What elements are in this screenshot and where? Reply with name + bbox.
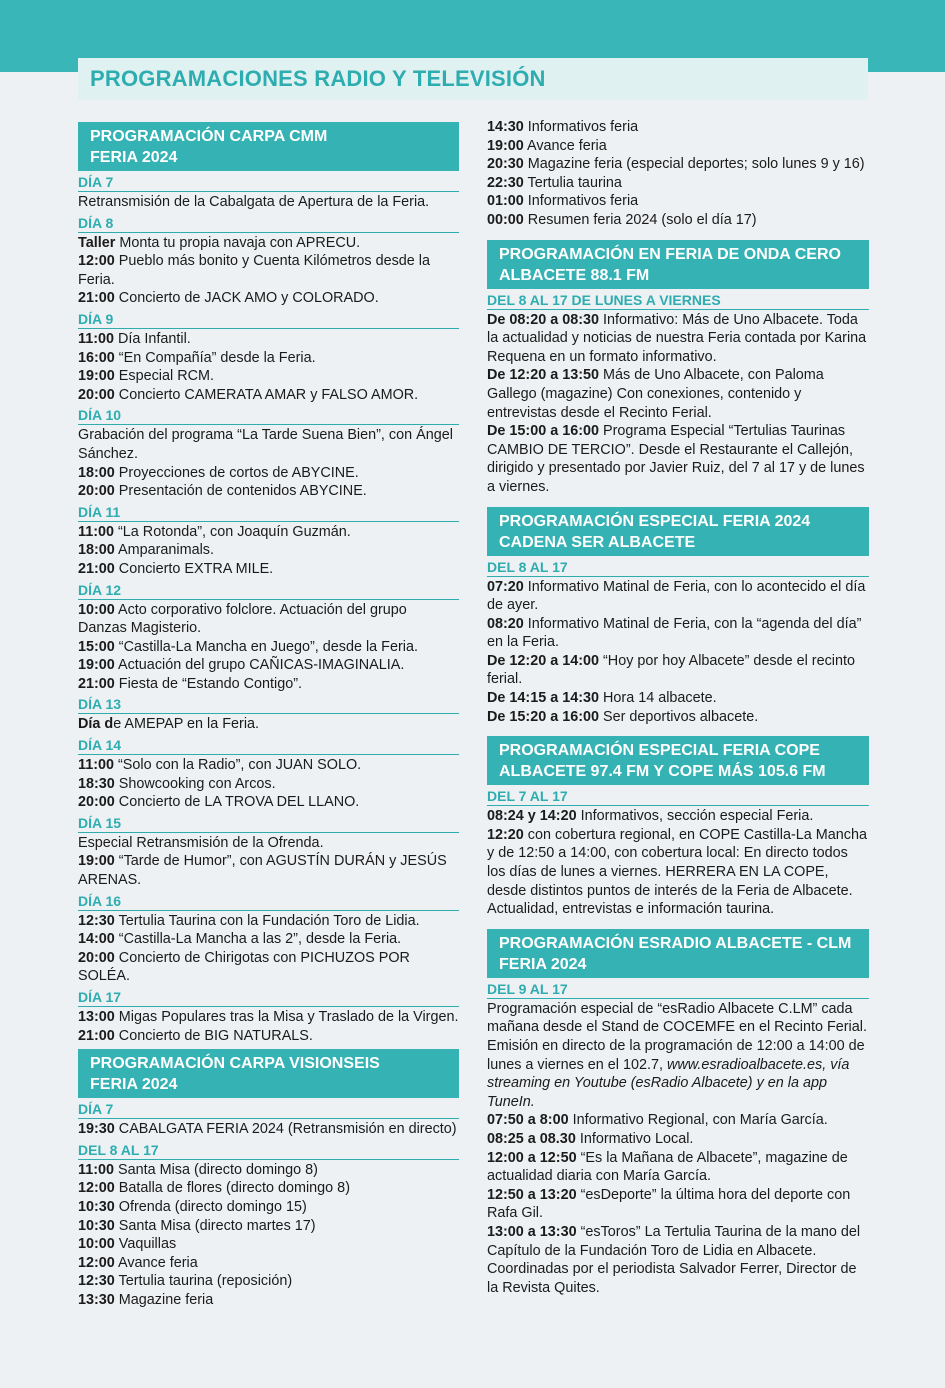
entry-text: Más de Uno Albacete, con Paloma Gallego (magazine) Con conexiones, contenido y entrevistas desde el Recinto Ferial. xyxy=(487,367,824,421)
day-label: DÍA 8 xyxy=(78,214,459,233)
entry-time: 19:00 xyxy=(487,137,524,154)
schedule-entry xyxy=(78,1198,459,1217)
day-label: DÍA 16 xyxy=(78,892,459,911)
section-header xyxy=(78,122,459,171)
entry-time: 10:00 xyxy=(78,601,115,618)
day-label: DÍA 10 xyxy=(78,406,459,425)
day-label: DÍA 7 xyxy=(78,173,459,192)
schedule-entry xyxy=(78,541,459,560)
entry-text: Especial RCM. xyxy=(114,368,214,385)
entry-text: Concierto CAMERATA AMAR y FALSO AMOR. xyxy=(114,386,419,403)
entry-text: Informativos feria xyxy=(523,193,639,210)
schedule-entry xyxy=(78,1179,459,1198)
entry-text: Resumen feria 2024 (solo el día 17) xyxy=(523,211,757,228)
schedule-entry xyxy=(487,211,869,230)
section-title-line: PROGRAMACIÓN CARPA CMM xyxy=(90,128,328,145)
entry-time: 12:00 xyxy=(78,253,115,270)
schedule-entry xyxy=(78,834,459,853)
schedule-entry xyxy=(487,366,869,422)
entry-text: Migas Populares tras la Misa y Traslado de la Virgen. xyxy=(114,1009,459,1025)
entry-time: 13:00 a 13:30 xyxy=(487,1223,577,1240)
entry-text: con cobertura regional, en COPE Castilla-La Mancha y de 12:50 a 14:00, con cobertura local: En directo todos los días de lunes a viernes. HERRERA EN LA COPE, desde distintos puntos de interés de la Feria de Albacete. Actualidad, entrevistas e información taurina. xyxy=(487,826,867,918)
entry-text: “En Compañía” desde la Feria. xyxy=(114,349,316,366)
schedule-entry xyxy=(78,1291,459,1310)
entry-text: e AMEPAP en la Feria. xyxy=(113,716,260,733)
entry-time: 14:30 xyxy=(487,119,524,135)
day-label: DÍA 17 xyxy=(78,988,459,1007)
entry-text: Pueblo más bonito y Cuenta Kilómetros desde la Feria. xyxy=(78,253,430,288)
entry-time: 10:30 xyxy=(78,1217,115,1234)
schedule-entry xyxy=(78,1217,459,1236)
section-title-line: PROGRAMACIÓN ESRADIO ALBACETE - CLM xyxy=(499,934,852,952)
schedule-entry xyxy=(487,422,869,496)
day-label: DÍA 7 xyxy=(78,1100,459,1119)
schedule-entry xyxy=(487,137,869,156)
entry-text: Concierto EXTRA MILE. xyxy=(114,560,274,577)
entry-time: 12:00 xyxy=(78,1254,115,1271)
entry-time: 11:00 xyxy=(78,1161,115,1178)
schedule-entry xyxy=(78,852,459,889)
schedule-entry xyxy=(78,1272,459,1291)
entry-text: Hora 14 albacete. xyxy=(599,690,717,707)
day-label: DÍA 13 xyxy=(78,695,459,714)
entry-text: CABALGATA FERIA 2024 (Retransmisión en directo) xyxy=(114,1121,457,1138)
schedule-entry xyxy=(487,1223,869,1297)
entry-text: Tertulia taurina (reposición) xyxy=(114,1273,293,1290)
schedule-entry xyxy=(78,1235,459,1254)
schedule-entry xyxy=(78,560,459,579)
entry-text: Fiesta de “Estando Contigo”. xyxy=(114,675,302,692)
entry-text: “Tarde de Humor”, con AGUSTÍN DURÁN y JESÚS ARENAS. xyxy=(78,853,447,889)
entry-time: 08:20 xyxy=(487,615,524,632)
section-header xyxy=(487,736,869,785)
entry-time: 12:30 xyxy=(78,912,115,929)
schedule-entry xyxy=(487,1149,869,1186)
schedule-entry xyxy=(78,949,459,986)
entry-text: Grabación del programa “La Tarde Suena Bien”, con Ángel Sánchez. xyxy=(78,427,453,462)
schedule-entry xyxy=(487,192,869,211)
entry-text: Concierto de JACK AMO y COLORADO. xyxy=(114,290,379,307)
schedule-entry xyxy=(487,118,869,137)
section-title-line: FERIA 2024 xyxy=(90,1076,178,1094)
schedule-entry xyxy=(78,523,459,542)
entry-text: Santa Misa (directo domingo 8) xyxy=(114,1161,318,1178)
entry-text: Informativo Matinal de Feria, con lo acontecido el día de ayer. xyxy=(487,578,866,614)
section-spacer xyxy=(487,726,869,732)
entry-time: 19:00 xyxy=(78,853,115,870)
entry-time: 00:00 xyxy=(487,211,524,228)
schedule-entry xyxy=(78,1027,459,1046)
day-label: DEL 8 AL 17 xyxy=(78,1141,459,1160)
entry-time: 21:00 xyxy=(78,290,115,307)
entry-time: 19:30 xyxy=(78,1121,115,1138)
schedule-entry xyxy=(78,775,459,794)
schedule-entry xyxy=(487,615,869,652)
left-column xyxy=(78,118,459,1310)
entry-text: Ser deportivos albacete. xyxy=(599,708,759,725)
entry-text: “Solo con la Radio”, con JUAN SOLO. xyxy=(114,757,362,774)
section-header xyxy=(78,1049,459,1098)
schedule-entry xyxy=(78,367,459,386)
schedule-entry xyxy=(487,578,869,615)
section-spacer xyxy=(487,230,869,236)
entry-time: 10:00 xyxy=(78,1236,115,1253)
entry-text: Monta tu propia navaja con APRECU. xyxy=(115,234,361,251)
section-title-line: PROGRAMACIÓN ESPECIAL FERIA COPE xyxy=(499,742,820,760)
entry-time: 08:24 y 14:20 xyxy=(487,808,577,825)
entry-time: 22:30 xyxy=(487,174,524,191)
entry-time: 20:00 xyxy=(78,794,115,811)
entry-text: Vaquillas xyxy=(114,1236,177,1253)
entry-text: Amparanimals. xyxy=(114,542,214,559)
schedule-entry xyxy=(78,675,459,694)
entry-text: Showcooking con Arcos. xyxy=(114,775,276,792)
page-title: PROGRAMACIONES RADIO Y TELEVISIÓN xyxy=(78,58,868,100)
schedule-entry xyxy=(487,311,869,367)
entry-time: De 12:20 a 14:00 xyxy=(487,652,600,669)
entry-text: Santa Misa (directo martes 17) xyxy=(114,1217,316,1234)
schedule-entry xyxy=(78,638,459,657)
entry-time: 11:00 xyxy=(78,330,115,347)
entry-text: Especial Retransmisión de la Ofrenda. xyxy=(78,834,324,851)
entry-time: 07:20 xyxy=(487,578,524,595)
day-label: DEL 8 AL 17 xyxy=(487,558,869,577)
entry-text: “Castilla-La Mancha a las 2”, desde la Feria. xyxy=(114,931,402,948)
entry-text: Informativo: Más de Uno Albacete. Toda la actualidad y noticias de nuestra Feria contada por Karina Requena en un formato informativo. xyxy=(487,311,867,365)
entry-time: De 15:00 a 16:00 xyxy=(487,423,600,440)
day-label: DEL 7 AL 17 xyxy=(487,787,869,806)
schedule-entry xyxy=(487,689,869,708)
entry-text: Avance feria xyxy=(523,137,607,154)
section-spacer xyxy=(487,919,869,925)
entry-text: Acto corporativo folclore. Actuación del grupo Danzas Magisterio. xyxy=(78,601,407,637)
entry-time: 14:00 xyxy=(78,931,115,948)
schedule-entry xyxy=(78,715,459,734)
entry-time: 13:30 xyxy=(78,1291,115,1308)
schedule-entry xyxy=(78,912,459,931)
intro-italic: www.esradioalbacete.es, vía streaming en Youtube (esRadio Albacete) y en la app TuneIn. xyxy=(487,1056,850,1110)
day-label: DEL 9 AL 17 xyxy=(487,980,869,999)
entry-text: “Hoy por hoy Albacete” desde el recinto ferial. xyxy=(487,652,855,688)
schedule-entry xyxy=(487,652,869,689)
entry-text: Informativo Regional, con María García. xyxy=(568,1112,828,1129)
schedule-entry xyxy=(78,330,459,349)
entry-time: 07:50 a 8:00 xyxy=(487,1112,569,1129)
schedule-entry xyxy=(78,464,459,483)
schedule-entry xyxy=(78,1008,459,1027)
day-label: DÍA 14 xyxy=(78,736,459,755)
schedule-entry xyxy=(487,1111,869,1130)
section-title-line: ALBACETE 88.1 FM xyxy=(499,266,650,284)
section-title-line: PROGRAMACIÓN CARPA VISIONSEIS xyxy=(90,1055,380,1073)
entry-time: 11:00 xyxy=(78,523,115,540)
entry-text: Magazine feria xyxy=(114,1291,214,1308)
day-label: DEL 8 AL 17 DE LUNES A VIERNES xyxy=(487,291,869,310)
entry-time: 18:00 xyxy=(78,464,115,481)
entry-time: 01:00 xyxy=(487,193,524,210)
entry-time: 16:00 xyxy=(78,349,115,366)
entry-time: 20:00 xyxy=(78,483,115,500)
section-title-line: PROGRAMACIÓN ESPECIAL FERIA 2024 xyxy=(499,512,811,530)
entry-time: 21:00 xyxy=(78,1027,115,1044)
entry-time: 08:25 a 08.30 xyxy=(487,1130,576,1147)
schedule-entry xyxy=(78,793,459,812)
entry-time: 18:30 xyxy=(78,775,115,792)
entry-text: Actuación del grupo CAÑICAS-IMAGINALIA. xyxy=(114,657,405,674)
schedule-entry xyxy=(78,1254,459,1273)
entry-time: 21:00 xyxy=(78,675,115,692)
entry-text: Presentación de contenidos ABYCINE. xyxy=(114,483,367,500)
entry-text: Concierto de Chirigotas con PICHUZOS POR SOLÉA. xyxy=(78,949,410,985)
entry-text: Tertulia Taurina con la Fundación Toro de Lidia. xyxy=(114,912,420,929)
section-title-line: FERIA 2024 xyxy=(499,955,587,973)
intro-text: Programación especial de “esRadio Albacete C.LM” cada mañana desde el Stand de COCEMFE en el Recinto Ferial. Emisión en directo de la programación de 12:00 a 14:00 de lunes a viernes en el 102.7, xyxy=(487,1000,867,1073)
day-label: DÍA 11 xyxy=(78,503,459,522)
entry-time: De 12:20 a 13:50 xyxy=(487,367,600,384)
day-label: DÍA 15 xyxy=(78,814,459,833)
schedule-entry xyxy=(78,482,459,501)
entry-time: 18:00 xyxy=(78,542,115,559)
entry-time: 20:00 xyxy=(78,386,115,403)
entry-time: De 14:15 a 14:30 xyxy=(487,690,600,707)
entry-time: 12:50 a 13:20 xyxy=(487,1186,577,1203)
schedule-entry xyxy=(78,193,459,212)
entry-time: 20:30 xyxy=(487,156,524,173)
entry-text: “esDeporte” la última hora del deporte con Rafa Gil. xyxy=(487,1186,851,1222)
section-spacer xyxy=(487,497,869,503)
schedule-entry xyxy=(78,349,459,368)
entry-time: 15:00 xyxy=(78,638,115,655)
section-title-line: PROGRAMACIÓN EN FERIA DE ONDA CERO xyxy=(499,245,841,263)
entry-text: Informativos feria xyxy=(523,119,639,135)
section-title-line: FERIA 2024 xyxy=(90,149,178,166)
schedule-entry xyxy=(78,386,459,405)
schedule-entry xyxy=(78,289,459,308)
schedule-entry xyxy=(487,174,869,193)
entry-text: Día Infantil. xyxy=(114,330,191,347)
entry-text: Tertulia taurina xyxy=(523,174,622,191)
section-title-line: ALBACETE 97.4 FM Y COPE MÁS 105.6 FM xyxy=(499,763,826,781)
entry-time: 10:30 xyxy=(78,1198,115,1215)
schedule-entry xyxy=(78,930,459,949)
entry-text: Informativo Local. xyxy=(575,1130,694,1147)
entry-time: 12:30 xyxy=(78,1273,115,1290)
section-header xyxy=(487,929,869,978)
entry-time: 21:00 xyxy=(78,560,115,577)
schedule-entry xyxy=(78,656,459,675)
schedule-entry xyxy=(487,708,869,727)
entry-text: Magazine feria (especial deportes; solo lunes 9 y 16) xyxy=(523,156,865,173)
entry-text: Programa Especial “Tertulias Taurinas CAMBIO DE TERCIO”. Desde el Restaurante el Callejón, dirigido y presentado por Javier Ruiz, del 7 al 17 y de lunes a viernes. xyxy=(487,423,865,495)
schedule-entry xyxy=(487,1186,869,1223)
schedule-entry xyxy=(78,234,459,253)
entry-time: 20:00 xyxy=(78,949,115,966)
entry-text: Informativos, sección especial Feria. xyxy=(576,808,814,825)
entry-text: “Castilla-La Mancha en Juego”, desde la Feria. xyxy=(114,638,418,655)
entry-time: 12:00 xyxy=(78,1180,115,1197)
schedule-entry xyxy=(487,807,869,826)
schedule-entry xyxy=(78,1120,459,1139)
entry-text: Concierto de LA TROVA DEL LLANO. xyxy=(114,794,360,811)
entry-text: Retransmisión de la Cabalgata de Apertura de la Feria. xyxy=(78,194,430,210)
day-label: DÍA 12 xyxy=(78,581,459,600)
schedule-entry xyxy=(78,426,459,463)
schedule-entry xyxy=(487,155,869,174)
entry-time: 19:00 xyxy=(78,657,115,674)
entry-time: 19:00 xyxy=(78,368,115,385)
entry-text: Avance feria xyxy=(114,1254,198,1271)
entry-text: Concierto de BIG NATURALS. xyxy=(114,1027,313,1044)
entry-time: 12:20 xyxy=(487,826,524,843)
schedule-entry xyxy=(78,756,459,775)
section-header xyxy=(487,240,869,289)
entry-time: Día d xyxy=(78,716,114,733)
schedule-entry xyxy=(78,601,459,638)
entry-text: Ofrenda (directo domingo 15) xyxy=(114,1198,307,1215)
entry-text: Batalla de flores (directo domingo 8) xyxy=(114,1180,350,1197)
entry-time: De 15:20 a 16:00 xyxy=(487,708,600,725)
entry-text: “La Rotonda”, con Joaquín Guzmán. xyxy=(114,523,351,540)
schedule-entry xyxy=(487,826,869,919)
section-title-line: CADENA SER ALBACETE xyxy=(499,533,696,551)
entry-time: 13:00 xyxy=(78,1009,115,1025)
entry-text: Informativo Matinal de Feria, con la “agenda del día” en la Feria. xyxy=(487,615,862,651)
schedule-entry xyxy=(78,252,459,289)
entry-time: Taller xyxy=(78,234,116,251)
day-label: DÍA 9 xyxy=(78,310,459,329)
schedule-entry xyxy=(78,1161,459,1180)
entry-time: 11:00 xyxy=(78,757,115,774)
right-column xyxy=(487,118,869,1297)
entry-time: 12:00 a 12:50 xyxy=(487,1149,577,1166)
entry-time: De 08:20 a 08:30 xyxy=(487,311,600,328)
entry-text: “esToros” La Tertulia Taurina de la mano del Capítulo de la Fundación Toro de Lidia en Albacete. Coordinadas por el periodista Salvador Ferrer, Director de la Revista Quites. xyxy=(487,1223,861,1296)
entry-text: “Es la Mañana de Albacete”, magazine de actualidad diaria con María García. xyxy=(487,1149,848,1185)
schedule-entry xyxy=(487,1130,869,1149)
section-intro xyxy=(487,1000,869,1112)
entry-text: Proyecciones de cortos de ABYCINE. xyxy=(114,464,359,481)
section-header xyxy=(487,507,869,556)
